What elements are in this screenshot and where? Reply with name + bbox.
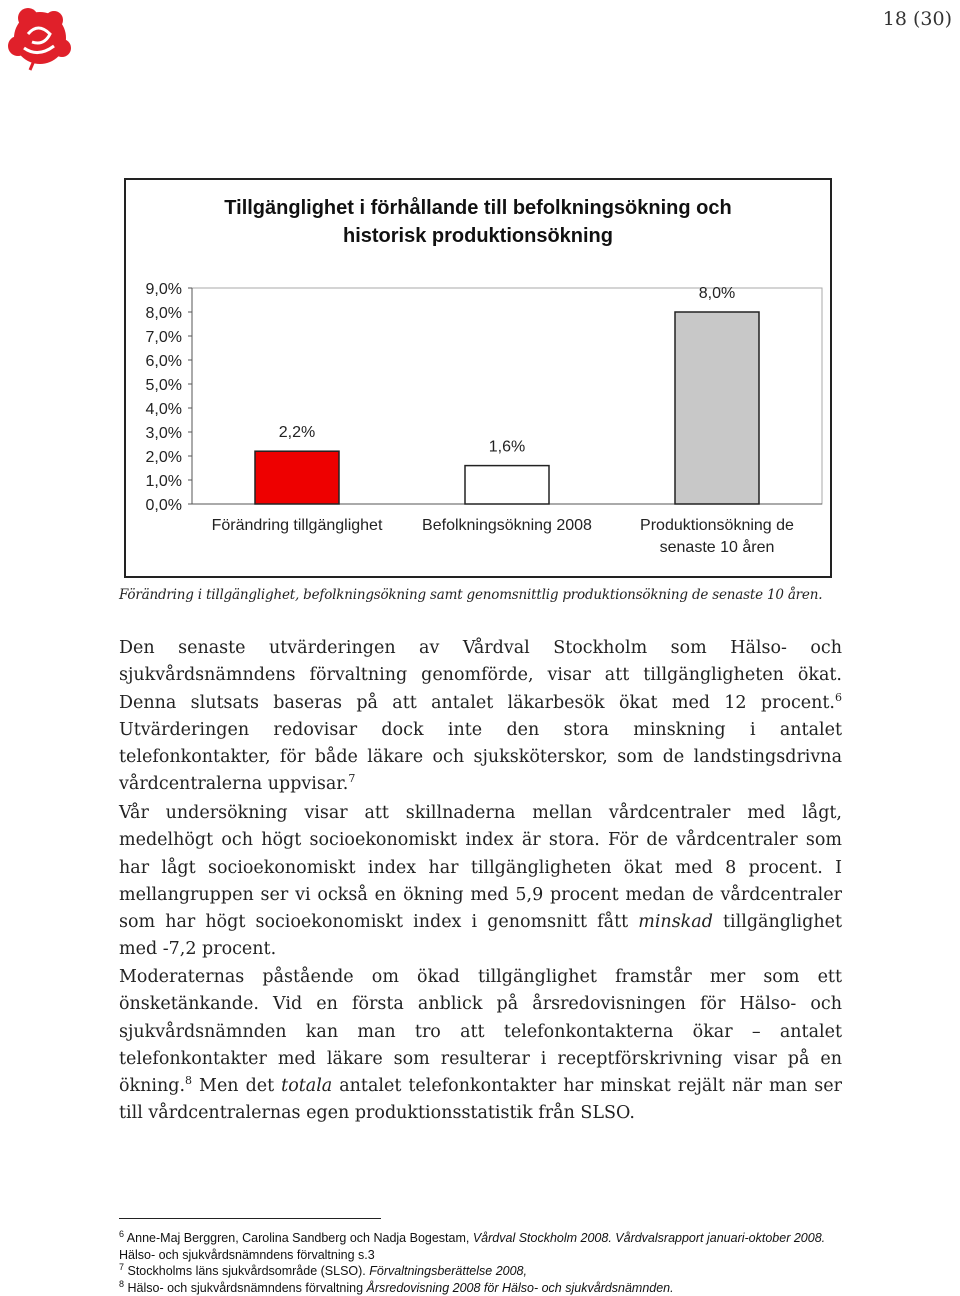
y-tick-label: 7,0% bbox=[145, 329, 182, 346]
text: Den senaste utvärderingen av Vårdval Stockholm som Hälso- och sjukvårdsnämndens förvaltning genomförde, visar att tillgängligheten ökat. Denna slutsats baseras på att antalet läkarbesök ökat med 12 procent. bbox=[119, 638, 842, 713]
paragraph-2 bbox=[119, 800, 842, 964]
chart-plot bbox=[126, 180, 830, 576]
page-number: 18 (30) bbox=[882, 8, 952, 30]
emphasis: totala bbox=[281, 1076, 333, 1097]
y-tick-label: 6,0% bbox=[145, 353, 182, 370]
emphasis: Årsredovisning 2008 för Hälso- och sjukvårdsnämnden. bbox=[366, 1280, 674, 1295]
x-tick-label: Befolkningsökning 2008 bbox=[422, 517, 592, 534]
chart-title-line: historisk produktionsökning bbox=[342, 225, 613, 247]
text: Anne-Maj Berggren, Carolina Sandberg och Nadja Bogestam, bbox=[124, 1231, 473, 1245]
chart-title-line: Tillgänglighet i förhållande till befolkningsökning och bbox=[224, 197, 732, 219]
bar bbox=[465, 466, 549, 504]
footnote-ref[interactable]: 8 bbox=[185, 1074, 193, 1088]
data-label: 2,2% bbox=[278, 424, 316, 442]
y-tick-label: 8,0% bbox=[145, 305, 182, 322]
y-tick-label: 3,0% bbox=[145, 425, 182, 442]
bar bbox=[255, 451, 339, 504]
emphasis: minskad bbox=[638, 912, 713, 933]
text: antalet telefonkontakter har minskat rejält när man ser till vårdcentralernas egen produktionsstatistik från SLSO. bbox=[119, 1076, 843, 1124]
y-tick-label: 0,0% bbox=[145, 497, 182, 514]
footnotes bbox=[119, 1230, 854, 1296]
chart-caption: Förändring i tillgänglighet, befolkningsökning samt genomsnittlig produktionsökning de senaste 10 åren. bbox=[119, 587, 823, 603]
bar bbox=[675, 312, 759, 504]
text: Vår undersökning visar att skillnaderna mellan vårdcentraler med lågt, medelhögt och högt socioekonomiskt index är stora. För de vårdcentraler som har lågt socioekonomiskt index har tillgängligheten ökat med 8 procent. I mellangruppen ser vi också en ökning med 5,9 procent medan de vårdcentraler som har högt socioekonomiskt index i genomsnitt fått bbox=[119, 803, 842, 933]
footnote-ref[interactable]: 7 bbox=[348, 772, 356, 786]
emphasis: Förvaltningsberättelse 2008, bbox=[369, 1264, 527, 1278]
text: Men det bbox=[192, 1076, 282, 1097]
footnote-6 bbox=[119, 1230, 854, 1263]
y-tick-label: 9,0% bbox=[145, 281, 182, 298]
y-tick-label: 5,0% bbox=[145, 377, 182, 394]
bar-chart bbox=[124, 178, 832, 578]
footnote-8 bbox=[119, 1280, 854, 1296]
data-label: 1,6% bbox=[488, 438, 526, 456]
y-tick-label: 1,0% bbox=[145, 473, 182, 490]
footnote-ref[interactable]: 6 bbox=[835, 690, 842, 704]
party-rose-logo bbox=[6, 4, 74, 74]
y-tick-label: 4,0% bbox=[145, 401, 182, 418]
x-tick-label: Förändring tillgänglighet bbox=[211, 517, 383, 534]
footnote-number: 8 bbox=[119, 1278, 125, 1289]
emphasis: Vårdval Stockholm 2008. Vårdvalsrapport januari-oktober 2008. bbox=[472, 1231, 826, 1245]
y-tick-label: 2,0% bbox=[145, 449, 182, 466]
text: Utvärderingen redovisar dock inte den stora minskning i antalet telefonkontakter, för både läkare och sjuksköterskor, som de landstingsdrivna vårdcentralerna uppvisar. bbox=[119, 719, 842, 795]
footnote-number: 6 bbox=[119, 1228, 125, 1239]
footnote-number: 7 bbox=[119, 1261, 125, 1272]
data-label: 8,0% bbox=[698, 285, 736, 302]
text: Hälso- och sjukvårdsnämndens förvaltning bbox=[124, 1280, 367, 1295]
paragraph-3 bbox=[119, 964, 842, 1128]
x-tick-label: Produktionsökning de bbox=[640, 517, 794, 534]
text: Stockholms läns sjukvårdsområde (SLSO). bbox=[124, 1264, 370, 1278]
text: Moderaternas påstående om ökad tillgänglighet framstår mer som ett önsketänkande. Vid en första anblick på årsredovisningen för Hälso- och sjukvårdsnämnden kan man tro att telefonkontakterna ökar – antalet telefonkontakter med läkare som resulterar i receptförskrivning visar på en ökning. bbox=[119, 967, 842, 1097]
text: Hälso- och sjukvårdsnämndens förvaltning s.3 bbox=[119, 1247, 375, 1262]
footnote-divider bbox=[119, 1218, 381, 1219]
footnote-7 bbox=[119, 1263, 854, 1280]
x-tick-label: senaste 10 åren bbox=[659, 539, 775, 556]
text: tillgänglighet med -7,2 procent. bbox=[119, 912, 842, 960]
paragraph-1 bbox=[119, 635, 842, 799]
